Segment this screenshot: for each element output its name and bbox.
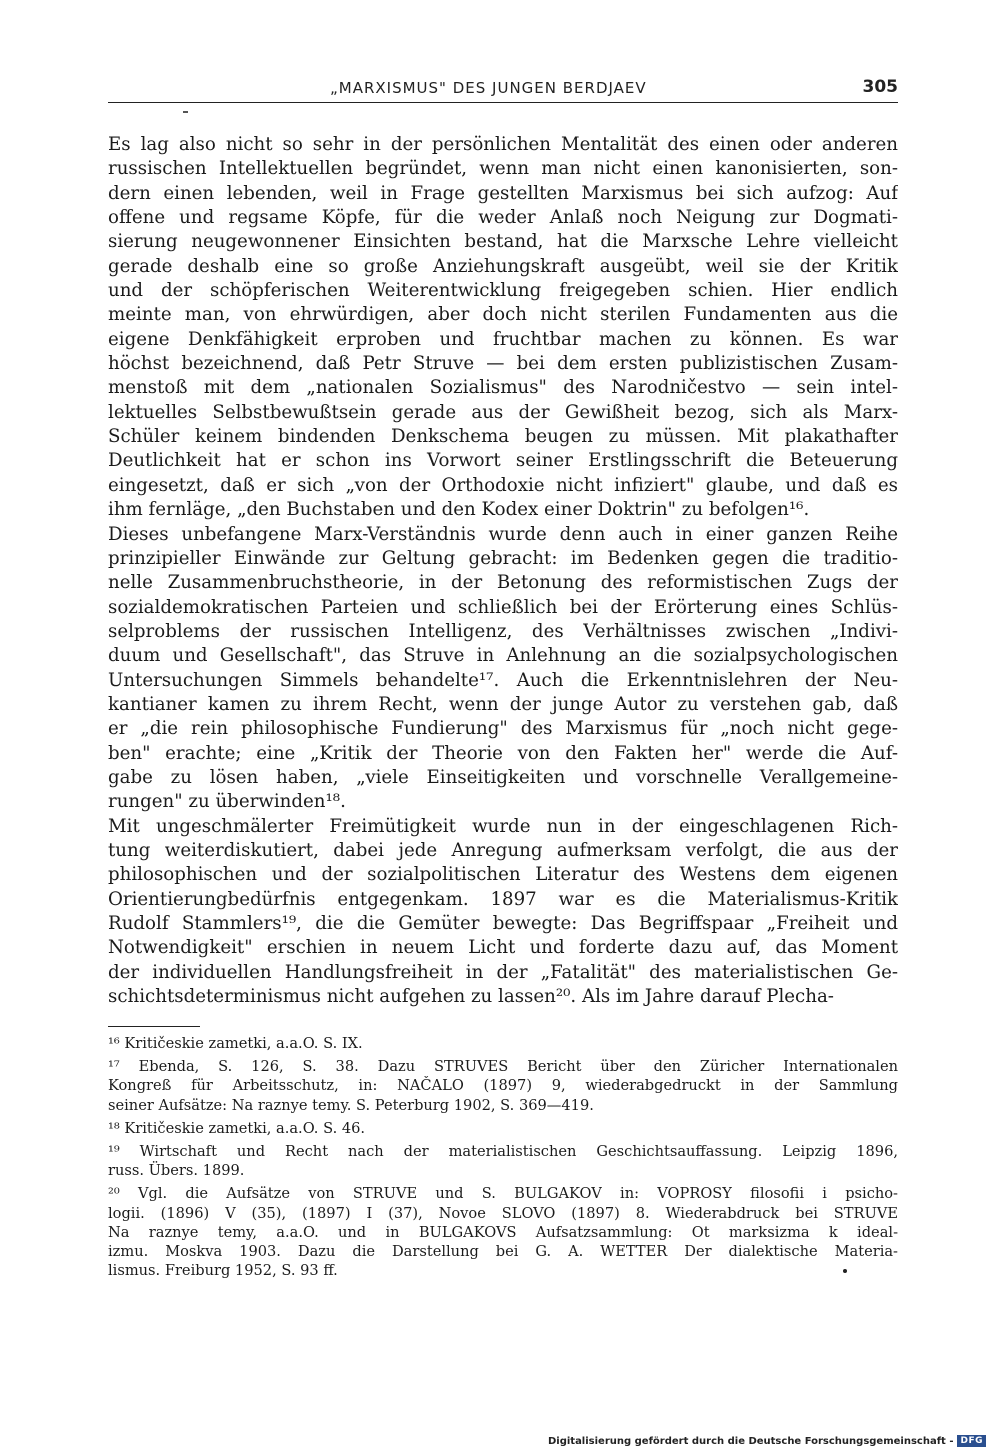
footnote-line: russ. Übers. 1899. xyxy=(108,1162,245,1180)
text-line: lektuelles Selbstbewußtsein gerade aus der Gewißheit bezog, sich als Marx- xyxy=(108,401,898,423)
scan-mark xyxy=(183,111,188,113)
text-line: philosophischen und der sozialpolitischen Literatur des Westens dem eigenen xyxy=(108,864,898,886)
footnote-line: izmu. Moskva 1903. Dazu die Darstellung bei G. A. WETTER Der dialektische Materia- xyxy=(108,1242,898,1260)
text-line: menstoß mit dem „nationalen Sozialismus" des Narodničestvo — sein intel- xyxy=(108,377,898,399)
footnote-line: ²⁰ Vgl. die Aufsätze von STRUVE und S. BULGAKOV in: VOPROSY filosofii i psicho- xyxy=(108,1185,898,1203)
footnote-19 xyxy=(108,1142,898,1180)
text-line: Es lag also nicht so sehr in der persönlichen Mentalität des einen oder anderen xyxy=(108,134,898,155)
text-line: Untersuchungen Simmels behandelte¹⁷. Auch die Erkenntnislehren der Neu- xyxy=(108,669,898,691)
text-line: Mit ungeschmälerter Freimütigkeit wurde nun in der eingeschlagenen Rich- xyxy=(108,815,898,837)
text-line: Schüler keinem bindenden Denkschema beugen zu müssen. Mit plakathafter xyxy=(108,426,898,448)
text-line: Notwendigkeit" erschien in neuem Licht und forderte dazu auf, das Moment xyxy=(108,937,898,959)
text-line: ben" erachte; eine „Kritik der Theorie von den Fakten her" werde die Auf- xyxy=(108,742,898,764)
footnote-18 xyxy=(108,1119,898,1138)
text-line: rungen" zu überwinden¹⁸. xyxy=(108,791,346,813)
text-line: meinte man, von ehrwürdigen, aber doch nicht sterilen Fundamenten aus die xyxy=(108,304,898,326)
footnote-line: ¹⁶ Kritičeskie zametki, a.a.O. S. IX. xyxy=(108,1035,363,1052)
footnote-line: lismus. Freiburg 1952, S. 93 ff. xyxy=(108,1262,338,1280)
text-line: Dieses unbefangene Marx-Verständnis wurde denn auch in einer ganzen Reihe xyxy=(108,523,898,545)
footnotes xyxy=(108,1034,898,1280)
text-line: und der schöpferischen Weiterentwicklung freigegeben schien. Hier endlich xyxy=(108,280,898,302)
text-line: Rudolf Stammlers¹⁹, die die Gemüter bewegte: Das Begriffspaar „Freiheit und xyxy=(108,913,898,934)
text-line: er „die rein philosophische Fundierung" des Marxismus für „noch nicht gege- xyxy=(108,718,898,740)
text-line: gerade deshalb eine so große Anziehungskraft ausgeübt, weil sie der Kritik xyxy=(108,255,898,277)
body-text xyxy=(108,133,898,1009)
text-line: duum und Gesellschaft", das Struve in Anlehnung an die sozialpsychologischen xyxy=(108,645,898,667)
text-line: eingesetzt, daß er sich „von der Orthodoxie nicht infiziert" glaube, und daß es xyxy=(108,474,898,496)
text-line: sierung neugewonnener Einsichten bestand, hat die Marxsche Lehre vielleicht xyxy=(108,231,898,253)
text-line: gabe zu lösen haben, „viele Einseitigkeiten und vorschnelle Verallgemeine- xyxy=(108,766,898,788)
footnote-line: Kongreß für Arbeitsschutz, in: NAČALO (1897) 9, wiederabgedruckt in der Sammlung xyxy=(108,1077,898,1095)
text-line: selproblems der russischen Intelligenz, des Verhältnisses zwischen „Indivi- xyxy=(108,620,898,642)
text-line: schichtsdeterminismus nicht aufgehen zu lassen²⁰. Als im Jahre darauf Plecha- xyxy=(108,986,834,1008)
text-line: offene und regsame Köpfe, für die weder Anlaß noch Neigung zur Dogmati- xyxy=(108,207,898,229)
text-line: sozialdemokratischen Parteien und schließlich bei der Erörterung eines Schlüs- xyxy=(108,596,898,618)
text-line: dern einen lebenden, weil in Frage gestellten Marxismus bei sich aufzog: Auf xyxy=(108,182,898,204)
stray-dot xyxy=(843,1269,847,1273)
text-line: tung weiterdiskutiert, dabei jede Anregung aufmerksam verfolgt, die aus der xyxy=(108,839,898,861)
footnote-line: Na raznye temy, a.a.O. und in BULGAKOVS Aufsatzsammlung: Ot marksizma k ideal- xyxy=(108,1223,898,1241)
text-line: höchst bezeichnend, daß Petr Struve — bei dem ersten publizistischen Zusam- xyxy=(108,353,898,375)
page-number: 305 xyxy=(862,77,898,97)
footnote-line: ¹⁷ Ebenda, S. 126, S. 38. Dazu STRUVES Bericht über den Züricher Internationalen xyxy=(108,1058,898,1076)
running-head xyxy=(108,72,898,103)
text-line: prinzipieller Einwände zur Geltung gebracht: im Bedenken gegen die traditio- xyxy=(108,547,898,569)
digitization-footer xyxy=(548,1435,986,1447)
running-title: „MARXISMUS" DES JUNGEN BERDJAEV xyxy=(330,79,647,97)
footnote-line: ¹⁸ Kritičeskie zametki, a.a.O. S. 46. xyxy=(108,1119,366,1137)
footnote-17 xyxy=(108,1057,898,1115)
footnote-line: seiner Aufsätze: Na raznye temy. S. Peterburg 1902, S. 369—419. xyxy=(108,1096,594,1114)
text-line: kantianer kamen zu ihrem Recht, wenn der junge Autor zu verstehen gab, daß xyxy=(108,693,898,715)
footnote-20 xyxy=(108,1184,898,1280)
text-line: Deutlichkeit hat er schon ins Vorwort seiner Erstlingsschrift die Beteuerung xyxy=(108,450,898,472)
text-line: nelle Zusammenbruchstheorie, in der Betonung des reformistischen Zugs der xyxy=(108,572,898,594)
footer-credit: Digitalisierung gefördert durch die Deutsche Forschungsgemeinschaft - xyxy=(547,1435,954,1447)
footnote-rule xyxy=(108,1026,200,1027)
footnote-line: ¹⁹ Wirtschaft und Recht nach der materialistischen Geschichtsauffassung. Leipzig 1896, xyxy=(108,1142,898,1160)
dfg-logo: DFG xyxy=(957,1435,986,1447)
text-line: der individuellen Handlungsfreiheit in der „Fatalität" des materialistischen Ge- xyxy=(108,961,898,983)
footnote-16 xyxy=(108,1034,898,1053)
text-line: ihm fernläge, „den Buchstaben und den Kodex einer Doktrin" zu befolgen¹⁶. xyxy=(108,499,810,521)
text-line: Orientierungbedürfnis entgegenkam. 1897 war es die Materialismus-Kritik xyxy=(108,888,898,910)
text-line: eigene Denkfähigkeit erproben und fruchtbar machen zu können. Es war xyxy=(108,328,898,350)
text-line: russischen Intellektuellen begründet, wenn man nicht einen kanonisierten, son- xyxy=(108,158,898,180)
footnote-line: logii. (1896) V (35), (1897) I (37), Novoe SLOVO (1897) 8. Wiederabdruck bei STRUVE xyxy=(108,1204,898,1222)
